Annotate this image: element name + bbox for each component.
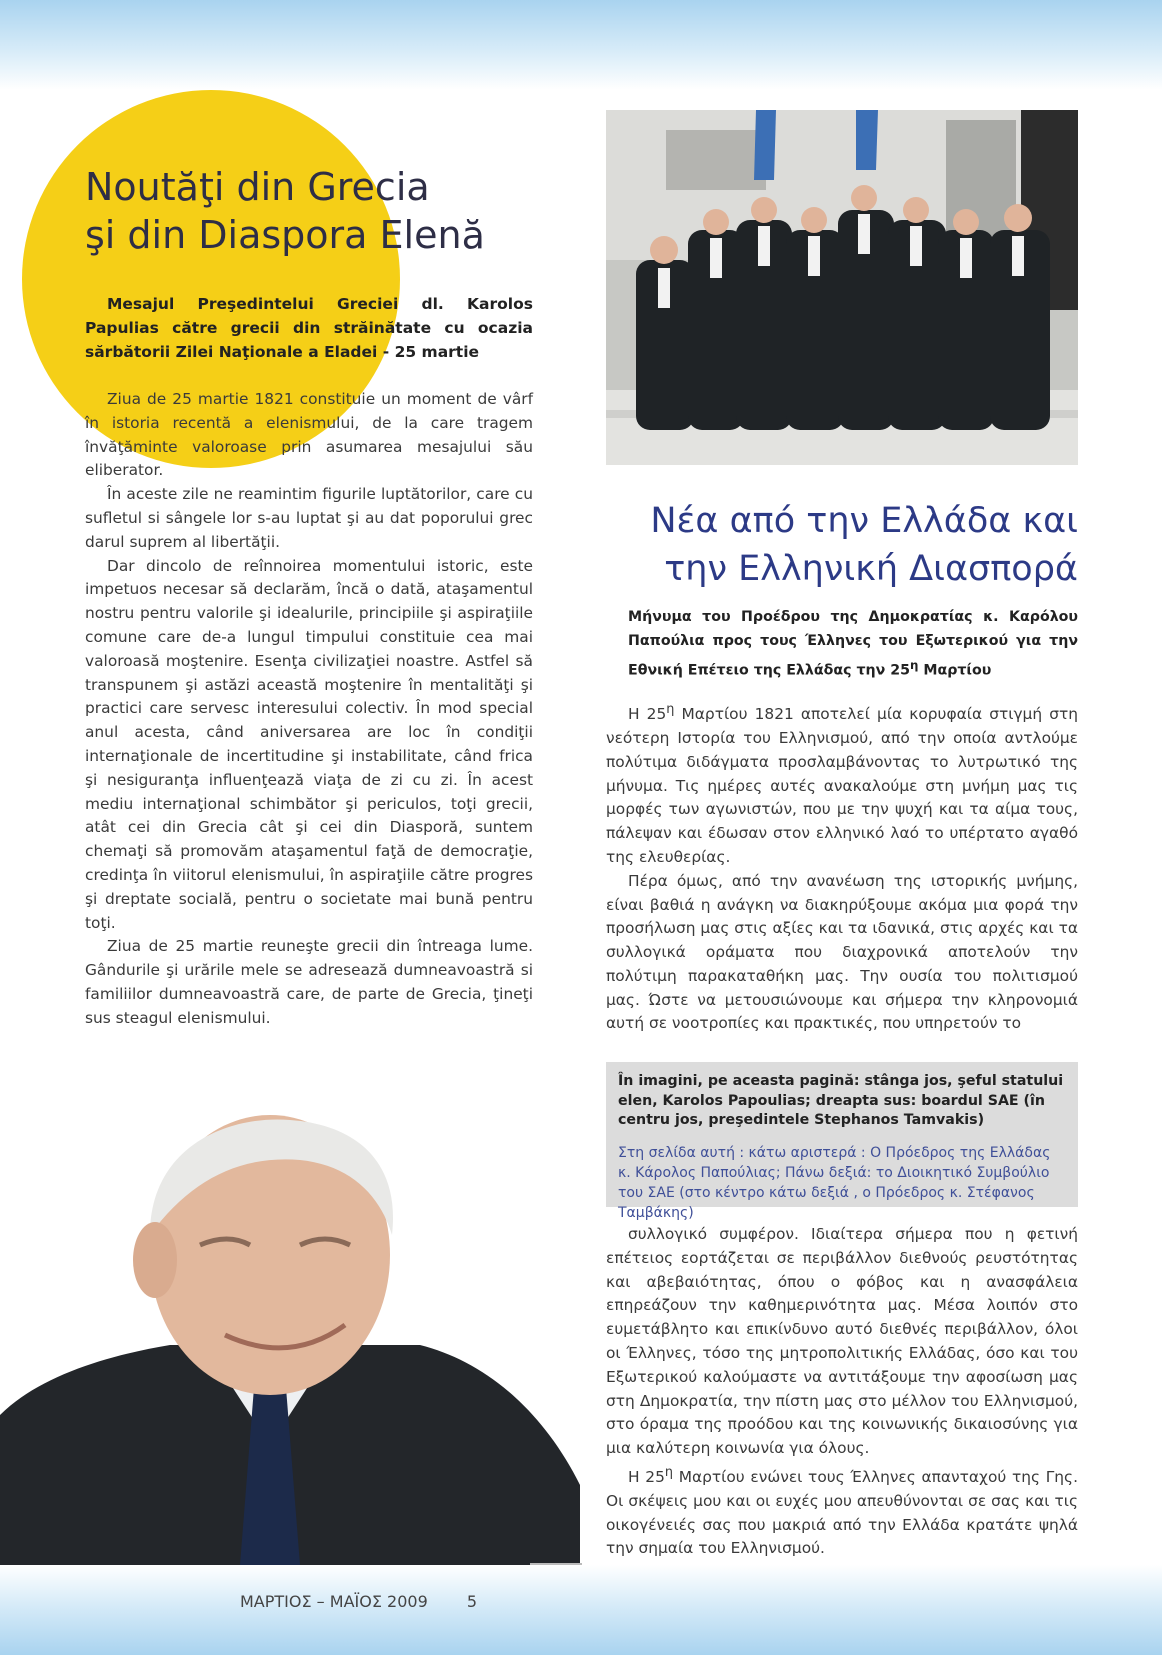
greek-paragraph bbox=[606, 698, 1078, 870]
footer-issue-date: ΜΑΡΤΙΟΣ – ΜΑΪΟΣ 2009 bbox=[240, 1592, 428, 1611]
greek-paragraph-start: Η 25 bbox=[628, 1468, 665, 1487]
greek-paragraph bbox=[606, 1461, 1078, 1561]
romanian-paragraph: Ziua de 25 martie reuneşte grecii din întreaga lume. Gândurile şi urările mele se adresează dumneavoastră si familiilor dumneavoastră care, de parte de Grecia, ţineţi sus steagul elenismului. bbox=[85, 937, 533, 1027]
greek-title-line2: την Ελληνική Διασπορά bbox=[664, 549, 1078, 589]
page-footer bbox=[240, 1592, 640, 1612]
greek-paragraph-superscript: η bbox=[664, 1464, 674, 1480]
greek-paragraph-superscript: η bbox=[666, 702, 675, 717]
board-group-photo-illustration bbox=[606, 110, 1078, 465]
top-gradient-band bbox=[0, 0, 1162, 90]
greek-subtitle-text-end: Μαρτίου bbox=[918, 662, 992, 679]
greek-subtitle-superscript: η bbox=[909, 658, 919, 672]
greek-paragraph-rest: Μαρτίου ενώνει τους Έλληνες απανταχού της Γης. Οι σκέψεις μου και οι ευχές μου απευθύνονται σε σας και τις οικογένειές σας που μακριά από την Ελλάδα κρατάτε ψηλά την σημαία του Ελληνισμού. bbox=[606, 1468, 1078, 1558]
caption-greek: Στη σελίδα αυτή : κάτω αριστερά : Ο Πρόεδρος της Ελλάδας κ. Κάρολος Παπούλιας; Πάνω δεξιά: το Διοικητικό Συμβούλιο του ΣΑΕ (στο κέντρο κάτω δεξιά , ο Πρόεδρος κ. Στέφανος Ταμβάκης) bbox=[618, 1144, 1051, 1221]
footer-page-number: 5 bbox=[466, 1592, 478, 1611]
greek-article-body-top bbox=[606, 698, 1078, 1036]
greek-title-line1: Νέα από την Ελλάδα και bbox=[650, 501, 1078, 541]
president-portrait-illustration bbox=[0, 1085, 580, 1565]
romanian-paragraph: Dar dincolo de reînnoirea momentului istoric, este impetuos necesar să declarăm, încă o dată, ataşamentul nostru pentru valorile şi idealurile, principiile şi aspiraţiile comune care de-a lungul timpului constituie cea mai valoroasă moştenire. Esenţa civilizaţiei noastre. Astfel să transpunem şi astăzi această moştenire în mentalităţi şi practici care servesc interesului colectiv. În mod special anul acesta, când aniversarea are loc în condiţii internaţionale de incertitudine şi instabilitate, când frica şi nesiguranţa influenţează viaţa de zi cu zi. În acest mediu internaţional schimbător şi periculos, toţi grecii, atât cei din Grecia cât şi cei din Diasporă, suntem chemaţi să promovăm ataşamentul faţă de democraţie, credinţa în viitorul elenismului, în aspiraţiile către progres şi dreptate socială, pentru o societate mai bună pentru toţi. bbox=[85, 556, 533, 932]
greek-article-body-bottom bbox=[606, 1223, 1078, 1561]
bottom-rule-divider bbox=[530, 1563, 582, 1565]
romanian-title bbox=[85, 163, 555, 259]
greek-paragraph-rest: Μαρτίου 1821 αποτελεί μία κορυφαία στιγμή στη νεότερη Ιστορία του Ελληνισμού, από την οποία αντλούμε πολύτιμα διδάγματα προσλαμβάνοντας το λυτρωτικό της μήνυμα. Τις ημέρες αυτές ανακαλούμε στη μνήμη μας τις μορφές των αγωνιστών, που με την ψυχή και τα αίμα τους, πάλεψαν και έδωσαν στον ελληνικό λαό το υπέρτατο αγαθό της ελευθερίας. bbox=[606, 705, 1078, 866]
romanian-article-body bbox=[85, 388, 533, 1031]
greek-subtitle-text: Μήνυμα του Προέδρου της Δημοκρατίας κ. Καρόλου Παπούλια προς τους Έλληνες του Εξωτερικού για την Εθνική Επέτειο της Ελλάδας την 25 bbox=[628, 609, 1078, 679]
romanian-title-line1: Noutăţi din Grecia bbox=[85, 165, 430, 209]
romanian-paragraph: În aceste zile ne reamintim figurile luptătorilor, care cu sufletul si sângele lor s-au luptat şi au dat poporului grec darul suprem al libertăţii. bbox=[85, 485, 533, 551]
greek-subtitle bbox=[628, 605, 1078, 683]
greek-title bbox=[606, 497, 1078, 593]
photo-caption-box bbox=[606, 1062, 1078, 1221]
romanian-title-line2: şi din Diaspora Elenă bbox=[85, 213, 485, 257]
president-portrait-photo bbox=[0, 1085, 580, 1565]
board-group-photo bbox=[606, 110, 1078, 465]
greek-paragraph: Πέρα όμως, από την ανανέωση της ιστορικής μνήμης, είναι βαθιά η ανάγκη να διακηρύξουμε ακόμα μια φορά την προσήλωση μας στις αξίες και τα ιδανικά, στις αρχές και τα συλλογικά οράματα που διαχρονικά αποτελούν την πολύτιμη παρακαταθήκη μας. Την ουσία του πολιτισμού μας. Ώστε να μετουσιώνουμε και σήμερα την κληρονομιά αυτή σε νοοτροπίες και πρακτικές, που υπηρετούν το bbox=[606, 871, 1078, 1033]
romanian-paragraph: Ziua de 25 martie 1821 constituie un moment de vârf în istoria recentă a elenismului, de la care tragem învăţăminte valoroase prin asumarea mesajului său eliberator. bbox=[85, 390, 533, 480]
caption-romanian: În imagini, pe aceasta pagină: stânga jos, şeful statului elen, Karolos Papoulias; dreapta sus: boardul SAE (în centru jos, preşedintele Stephanos Tamvakis) bbox=[618, 1073, 1064, 1128]
greek-paragraph: συλλογικό συμφέρον. Ιδιαίτερα σήμερα που η φετινή επέτειος εορτάζεται σε περιβάλλον διεθνούς ρευστότητας και αβεβαιότητας, όπου ο φόβος και η ανασφάλεια επηρεάζουν την καθημερινότητα μας. Μέσα λοιπόν στο ευμετάβλητο και επικίνδυνο αυτό διεθνές περιβάλλον, όλοι οι Έλληνες, τόσο της μητροπολιτικής Ελλάδας, όσο και του Εξωτερικού καλούμαστε να αντιτάξουμε την αφοσίωση μας στη Δημοκρατία, την πίστη μας στο μέλλον του Ελληνισμού, στο όραμα της προόδου και της κοινωνικής δικαιοσύνης για μια καλύτερη κοινωνία για όλους. bbox=[606, 1225, 1078, 1458]
greek-paragraph-start: Η 25 bbox=[628, 705, 667, 724]
romanian-subtitle: Mesajul Preşedintelui Greciei dl. Karolos Papulias către grecii din străinătate cu ocazia sărbătorii Zilei Naţionale a Eladei - 25 martie bbox=[85, 295, 533, 361]
